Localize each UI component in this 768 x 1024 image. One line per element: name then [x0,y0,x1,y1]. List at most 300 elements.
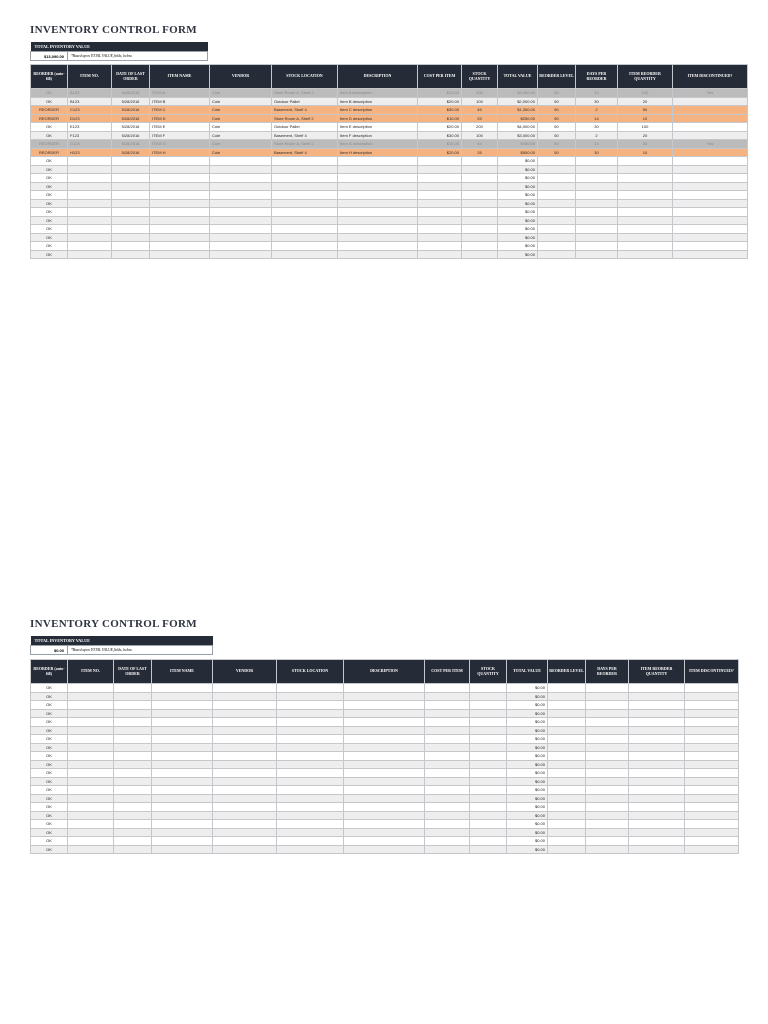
stock-qty-cell[interactable] [470,684,507,693]
stock-location-cell[interactable]: Outdoor Pallet [272,97,338,106]
vendor-cell[interactable] [213,820,277,829]
stock-qty-cell[interactable] [470,820,507,829]
reorder-level-cell[interactable] [548,828,586,837]
cost-cell[interactable] [425,692,470,701]
item-name-cell[interactable]: ITEM G [150,140,210,149]
reorder-qty-cell[interactable] [629,701,685,710]
discontinued-cell[interactable] [673,233,748,242]
item-name-cell[interactable] [152,684,213,693]
date-cell[interactable] [112,174,150,183]
days-per-reorder-cell[interactable] [586,684,629,693]
discontinued-cell[interactable]: Yes [673,89,748,98]
stock-location-cell[interactable]: Basement, Shelf 4 [272,106,338,115]
item-no-cell[interactable] [68,820,114,829]
description-cell[interactable] [344,735,425,744]
total-value-cell[interactable]: $0.00 [507,803,548,812]
description-cell[interactable] [344,743,425,752]
reorder-qty-cell[interactable] [618,191,673,200]
reorder-level-cell[interactable]: 50 [538,148,576,157]
description-cell[interactable] [338,233,418,242]
reorder-qty-cell[interactable] [629,777,685,786]
days-per-reorder-cell[interactable]: 14 [576,89,618,98]
item-name-cell[interactable] [152,803,213,812]
reorder-qty-cell[interactable] [618,165,673,174]
stock-location-cell[interactable] [272,216,338,225]
item-name-cell[interactable] [150,225,210,234]
total-value-cell[interactable]: $0.00 [507,752,548,761]
vendor-cell[interactable] [213,837,277,846]
reorder-level-cell[interactable] [548,837,586,846]
reorder-level-cell[interactable]: 50 [538,106,576,115]
reorder-qty-cell[interactable] [629,837,685,846]
stock-qty-cell[interactable] [470,743,507,752]
item-name-cell[interactable]: ITEM A [150,89,210,98]
date-cell[interactable] [114,752,152,761]
date-cell[interactable] [114,786,152,795]
total-value-cell[interactable]: $0.00 [507,845,548,854]
stock-location-cell[interactable] [272,233,338,242]
description-cell[interactable] [344,837,425,846]
description-cell[interactable] [344,786,425,795]
item-no-cell[interactable] [68,182,112,191]
date-cell[interactable] [114,794,152,803]
date-cell[interactable] [114,701,152,710]
stock-qty-cell[interactable]: 25 [462,148,498,157]
days-per-reorder-cell[interactable] [576,233,618,242]
description-cell[interactable] [344,760,425,769]
description-cell[interactable]: Item B description [338,97,418,106]
discontinued-cell[interactable] [673,131,748,140]
discontinued-cell[interactable] [673,242,748,251]
description-cell[interactable] [344,709,425,718]
item-no-cell[interactable] [68,692,114,701]
item-name-cell[interactable] [152,760,213,769]
date-cell[interactable]: 5/28/2016 [112,89,150,98]
reorder-level-cell[interactable] [548,786,586,795]
item-name-cell[interactable]: ITEM F [150,131,210,140]
days-per-reorder-cell[interactable]: 30 [576,123,618,132]
reorder-qty-cell[interactable] [629,828,685,837]
discontinued-cell[interactable] [685,718,739,727]
description-cell[interactable] [344,828,425,837]
discontinued-cell[interactable] [685,777,739,786]
stock-location-cell[interactable] [277,709,344,718]
stock-qty-cell[interactable]: 100 [462,131,498,140]
description-cell[interactable] [338,242,418,251]
reorder-qty-cell[interactable]: 20 [618,131,673,140]
reorder-level-cell[interactable] [548,794,586,803]
vendor-cell[interactable] [210,242,272,251]
stock-qty-cell[interactable] [462,157,498,166]
item-name-cell[interactable]: ITEM D [150,114,210,123]
days-per-reorder-cell[interactable] [576,250,618,259]
days-per-reorder-cell[interactable] [576,216,618,225]
discontinued-cell[interactable] [673,157,748,166]
item-name-cell[interactable] [150,157,210,166]
days-per-reorder-cell[interactable] [586,718,629,727]
item-no-cell[interactable]: C123 [68,106,112,115]
reorder-level-cell[interactable] [538,182,576,191]
discontinued-cell[interactable] [673,165,748,174]
item-no-cell[interactable] [68,208,112,217]
item-no-cell[interactable] [68,735,114,744]
date-cell[interactable] [114,837,152,846]
reorder-qty-cell[interactable]: 20 [618,97,673,106]
vendor-cell[interactable] [213,709,277,718]
days-per-reorder-cell[interactable]: 30 [576,148,618,157]
item-no-cell[interactable] [68,216,112,225]
cost-cell[interactable] [425,752,470,761]
days-per-reorder-cell[interactable] [586,845,629,854]
reorder-qty-cell[interactable] [629,692,685,701]
item-no-cell[interactable] [68,165,112,174]
discontinued-cell[interactable] [685,845,739,854]
item-no-cell[interactable] [68,786,114,795]
total-value-cell[interactable]: $0.00 [498,165,538,174]
item-name-cell[interactable] [150,165,210,174]
reorder-qty-cell[interactable]: 100 [618,123,673,132]
description-cell[interactable] [344,692,425,701]
days-per-reorder-cell[interactable] [586,760,629,769]
item-no-cell[interactable] [68,233,112,242]
item-name-cell[interactable] [152,777,213,786]
days-per-reorder-cell[interactable] [586,735,629,744]
vendor-cell[interactable] [210,216,272,225]
item-name-cell[interactable] [152,794,213,803]
stock-qty-cell[interactable] [470,794,507,803]
item-name-cell[interactable] [152,735,213,744]
item-no-cell[interactable] [68,743,114,752]
item-name-cell[interactable]: ITEM B [150,97,210,106]
item-no-cell[interactable] [68,794,114,803]
item-no-cell[interactable] [68,718,114,727]
item-no-cell[interactable] [68,837,114,846]
stock-qty-cell[interactable] [462,199,498,208]
total-value-cell[interactable]: $0.00 [498,182,538,191]
item-no-cell[interactable] [68,174,112,183]
discontinued-cell[interactable] [685,820,739,829]
cost-cell[interactable]: $10.00 [418,140,462,149]
reorder-qty-cell[interactable] [629,794,685,803]
description-cell[interactable]: Item A description [338,89,418,98]
discontinued-cell[interactable] [673,148,748,157]
total-value-cell[interactable]: $0.00 [507,684,548,693]
item-no-cell[interactable] [68,803,114,812]
stock-qty-cell[interactable] [470,709,507,718]
total-value-cell[interactable]: $0.00 [498,208,538,217]
stock-location-cell[interactable] [272,250,338,259]
total-value-cell[interactable]: $0.00 [498,199,538,208]
vendor-cell[interactable] [213,743,277,752]
cost-cell[interactable] [425,786,470,795]
item-name-cell[interactable]: ITEM H [150,148,210,157]
item-name-cell[interactable] [152,786,213,795]
date-cell[interactable] [114,726,152,735]
reorder-level-cell[interactable] [548,709,586,718]
description-cell[interactable] [338,182,418,191]
reorder-qty-cell[interactable] [618,182,673,191]
reorder-level-cell[interactable] [538,233,576,242]
cost-cell[interactable] [425,684,470,693]
description-cell[interactable]: Item F description [338,131,418,140]
vendor-cell[interactable] [213,760,277,769]
days-per-reorder-cell[interactable] [586,828,629,837]
stock-qty-cell[interactable] [462,174,498,183]
discontinued-cell[interactable] [685,769,739,778]
item-no-cell[interactable] [68,701,114,710]
cost-cell[interactable]: $30.00 [418,106,462,115]
reorder-level-cell[interactable] [548,726,586,735]
stock-qty-cell[interactable] [470,752,507,761]
item-name-cell[interactable] [152,845,213,854]
reorder-level-cell[interactable] [548,752,586,761]
vendor-cell[interactable] [213,735,277,744]
stock-qty-cell[interactable] [462,182,498,191]
days-per-reorder-cell[interactable]: 30 [576,97,618,106]
vendor-cell[interactable] [210,157,272,166]
discontinued-cell[interactable] [673,225,748,234]
vendor-cell[interactable] [210,174,272,183]
date-cell[interactable] [114,684,152,693]
vendor-cell[interactable] [213,794,277,803]
date-cell[interactable] [114,735,152,744]
item-name-cell[interactable]: ITEM C [150,106,210,115]
reorder-level-cell[interactable] [538,191,576,200]
cost-cell[interactable] [418,216,462,225]
item-name-cell[interactable] [152,820,213,829]
reorder-qty-cell[interactable] [629,803,685,812]
description-cell[interactable]: Item E description [338,123,418,132]
stock-location-cell[interactable] [277,701,344,710]
vendor-cell[interactable] [210,199,272,208]
item-name-cell[interactable] [150,216,210,225]
stock-qty-cell[interactable] [470,760,507,769]
stock-qty-cell[interactable]: 45 [462,106,498,115]
reorder-qty-cell[interactable] [618,199,673,208]
item-no-cell[interactable] [68,726,114,735]
reorder-level-cell[interactable]: 50 [538,140,576,149]
discontinued-cell[interactable] [685,811,739,820]
item-no-cell[interactable] [68,709,114,718]
item-no-cell[interactable] [68,242,112,251]
stock-qty-cell[interactable] [470,726,507,735]
reorder-qty-cell[interactable] [618,157,673,166]
reorder-level-cell[interactable]: 50 [538,123,576,132]
item-name-cell[interactable] [152,692,213,701]
reorder-qty-cell[interactable] [618,174,673,183]
discontinued-cell[interactable] [673,106,748,115]
date-cell[interactable] [112,165,150,174]
stock-qty-cell[interactable] [470,701,507,710]
vendor-cell[interactable] [213,684,277,693]
reorder-level-cell[interactable] [538,250,576,259]
days-per-reorder-cell[interactable] [586,820,629,829]
date-cell[interactable] [114,709,152,718]
vendor-cell[interactable] [213,752,277,761]
cost-cell[interactable]: $20.00 [418,97,462,106]
description-cell[interactable] [344,794,425,803]
days-per-reorder-cell[interactable] [586,752,629,761]
item-name-cell[interactable] [152,726,213,735]
date-cell[interactable]: 5/28/2016 [112,148,150,157]
description-cell[interactable] [344,701,425,710]
reorder-qty-cell[interactable] [618,216,673,225]
date-cell[interactable] [114,811,152,820]
item-no-cell[interactable] [68,828,114,837]
stock-location-cell[interactable] [272,199,338,208]
date-cell[interactable] [114,845,152,854]
vendor-cell[interactable] [210,182,272,191]
item-name-cell[interactable] [152,709,213,718]
days-per-reorder-cell[interactable] [586,726,629,735]
date-cell[interactable] [112,182,150,191]
discontinued-cell[interactable] [673,199,748,208]
date-cell[interactable] [114,803,152,812]
item-no-cell[interactable]: G123 [68,140,112,149]
date-cell[interactable] [112,191,150,200]
item-name-cell[interactable] [152,828,213,837]
stock-location-cell[interactable] [277,777,344,786]
total-value-cell[interactable]: $0.00 [507,794,548,803]
date-cell[interactable] [114,760,152,769]
stock-qty-cell[interactable] [470,777,507,786]
description-cell[interactable] [344,820,425,829]
cost-cell[interactable] [425,709,470,718]
cost-cell[interactable] [425,726,470,735]
description-cell[interactable] [338,191,418,200]
vendor-cell[interactable]: Cole [210,131,272,140]
description-cell[interactable] [338,199,418,208]
total-value-cell[interactable]: $0.00 [507,692,548,701]
date-cell[interactable] [114,692,152,701]
vendor-cell[interactable] [213,803,277,812]
stock-location-cell[interactable] [277,752,344,761]
date-cell[interactable] [112,216,150,225]
discontinued-cell[interactable] [673,114,748,123]
stock-location-cell[interactable] [272,182,338,191]
total-value-cell[interactable]: $450.00 [498,140,538,149]
stock-qty-cell[interactable] [470,811,507,820]
reorder-qty-cell[interactable] [629,820,685,829]
vendor-cell[interactable] [210,225,272,234]
cost-cell[interactable] [425,794,470,803]
reorder-level-cell[interactable] [548,845,586,854]
total-value-cell[interactable]: $0.00 [507,760,548,769]
total-value-cell[interactable]: $0.00 [498,216,538,225]
total-value-cell[interactable]: $0.00 [507,820,548,829]
reorder-level-cell[interactable] [548,718,586,727]
stock-location-cell[interactable] [277,837,344,846]
days-per-reorder-cell[interactable] [586,709,629,718]
stock-location-cell[interactable] [272,165,338,174]
description-cell[interactable]: Item G description [338,140,418,149]
days-per-reorder-cell[interactable] [576,199,618,208]
stock-location-cell[interactable] [277,769,344,778]
reorder-qty-cell[interactable] [618,242,673,251]
reorder-level-cell[interactable] [538,157,576,166]
item-no-cell[interactable] [68,811,114,820]
date-cell[interactable] [112,225,150,234]
reorder-qty-cell[interactable] [618,208,673,217]
reorder-qty-cell[interactable]: 10 [618,148,673,157]
stock-location-cell[interactable]: Basement, Shelf 4 [272,131,338,140]
cost-cell[interactable] [418,182,462,191]
item-name-cell[interactable] [152,743,213,752]
cost-cell[interactable] [418,165,462,174]
days-per-reorder-cell[interactable]: 2 [576,131,618,140]
cost-cell[interactable] [418,250,462,259]
item-no-cell[interactable]: B123 [68,97,112,106]
reorder-qty-cell[interactable] [629,718,685,727]
total-value-cell[interactable]: $0.00 [507,701,548,710]
description-cell[interactable] [344,752,425,761]
discontinued-cell[interactable] [685,684,739,693]
date-cell[interactable]: 5/28/2016 [112,97,150,106]
total-value-cell[interactable]: $0.00 [507,709,548,718]
stock-qty-cell[interactable] [470,837,507,846]
cost-cell[interactable] [425,701,470,710]
item-no-cell[interactable] [68,157,112,166]
stock-qty-cell[interactable] [470,692,507,701]
cost-cell[interactable] [425,811,470,820]
stock-qty-cell[interactable] [462,208,498,217]
vendor-cell[interactable] [213,769,277,778]
days-per-reorder-cell[interactable] [586,692,629,701]
vendor-cell[interactable] [210,250,272,259]
cost-cell[interactable]: $20.00 [418,148,462,157]
stock-location-cell[interactable] [277,845,344,854]
cost-cell[interactable]: $10.00 [418,89,462,98]
discontinued-cell[interactable] [685,837,739,846]
discontinued-cell[interactable] [685,735,739,744]
description-cell[interactable] [338,250,418,259]
reorder-qty-cell[interactable] [629,735,685,744]
reorder-qty-cell[interactable]: 50 [618,140,673,149]
total-value-cell[interactable]: $0.00 [507,811,548,820]
reorder-qty-cell[interactable] [629,743,685,752]
stock-qty-cell[interactable] [470,718,507,727]
item-name-cell[interactable] [152,769,213,778]
item-name-cell[interactable]: ITEM E [150,123,210,132]
item-name-cell[interactable] [152,701,213,710]
stock-qty-cell[interactable] [470,769,507,778]
cost-cell[interactable] [425,820,470,829]
reorder-qty-cell[interactable]: 100 [618,89,673,98]
cost-cell[interactable] [425,837,470,846]
cost-cell[interactable] [425,760,470,769]
days-per-reorder-cell[interactable] [586,701,629,710]
reorder-qty-cell[interactable] [629,752,685,761]
reorder-qty-cell[interactable]: 10 [618,114,673,123]
total-value-cell[interactable]: $0.00 [498,242,538,251]
total-value-cell[interactable]: $0.00 [498,233,538,242]
description-cell[interactable]: Item D description [338,114,418,123]
days-per-reorder-cell[interactable] [586,769,629,778]
cost-cell[interactable]: $20.00 [418,123,462,132]
discontinued-cell[interactable] [673,191,748,200]
stock-location-cell[interactable] [277,811,344,820]
vendor-cell[interactable]: Cole [210,123,272,132]
reorder-level-cell[interactable] [548,692,586,701]
total-value-cell[interactable]: $3,000.00 [498,89,538,98]
reorder-level-cell[interactable] [548,803,586,812]
stock-qty-cell[interactable] [470,828,507,837]
item-name-cell[interactable] [150,250,210,259]
reorder-level-cell[interactable] [548,777,586,786]
vendor-cell[interactable]: Cole [210,148,272,157]
stock-qty-cell[interactable]: 200 [462,123,498,132]
cost-cell[interactable] [425,845,470,854]
